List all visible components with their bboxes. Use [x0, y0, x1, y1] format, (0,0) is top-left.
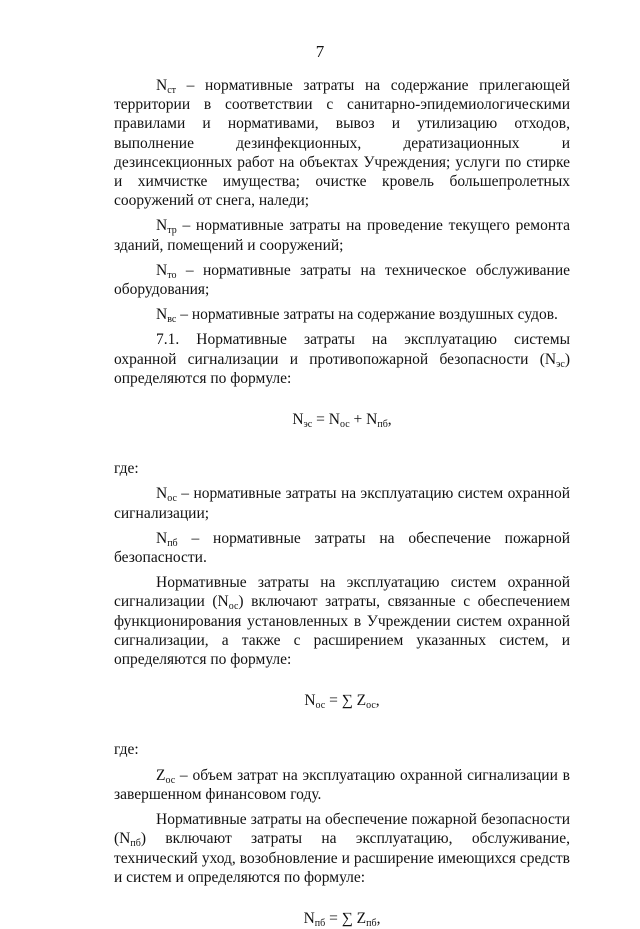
definition-n-to: $N_{то}$ – нормативные затраты на техническое обслуживание оборудования;: [114, 261, 570, 299]
definition-n-pb: $N_{пб}$ – нормативные затраты на обеспечение пожарной безопасности.: [114, 529, 570, 567]
formula-n-pb: $N_{пб}$ = ∑ $Z_{пб}$,: [303, 909, 381, 929]
where-label: где:: [114, 460, 139, 478]
where-label-2: где:: [114, 741, 139, 759]
definition-n-tr: $N_{тр}$ – нормативные затраты на проведение текущего ремонта зданий, помещений и сооружений;: [114, 217, 570, 254]
definition-z-os: $Z_{ос}$ – объем затрат на эксплуатацию охранной сигнализации в завершенном финансовом году.: [114, 766, 570, 803]
formula-n-os: $N_{ос}$ = ∑ $Z_{ос}$,: [304, 692, 380, 712]
section-7-1-intro: 7.1. Нормативные затраты на эксплуатацию системы охранной сигнализации и противопожарной безопасности $(N_{эс})$ определяются по формуле:: [114, 331, 570, 387]
definition-n-vs: $N_{вс}$ – нормативные затраты на содержание воздушных судов.: [156, 306, 558, 326]
definition-n-st: $N_{ст}$ – нормативные затраты на содержание прилегающей территории в соответствии с санитарно-эпидемиологическими правилами и нормативами, вывоз и утилизацию отходов, выполнение дезинфекционных, дератизационных и дезинсекционных работ на объектах Учреждения; услуги по стирке и химчистке имущества; очистке кровель большепролетных сооружений от снега, наледи;: [114, 77, 570, 210]
security-alarm-paragraph: Нормативные затраты на эксплуатацию систем охранной сигнализации $(N_{ос})$ включают затраты, связанные с обеспечением функционирования установленных в Учреждении систем охранной сигнализации, а также с расширением указанных систем, и определяются по формуле:: [114, 574, 570, 669]
document-body: [114, 76, 570, 928]
page-number: 7: [315, 42, 325, 61]
fire-safety-paragraph: Нормативные затраты на обеспечение пожарной безопасности $(N_{пб})$ включают затраты на эксплуатацию, обслуживание, технический уход, возобновление и расширение имеющихся средств и систем и определяются по формуле:: [114, 811, 570, 886]
definition-n-os: $N_{ос}$ – нормативные затраты на эксплуатацию систем охранной сигнализации;: [114, 485, 570, 522]
formula-n-es: $N_{эс} = N_{ос} + N_{пб}$,: [292, 411, 392, 431]
